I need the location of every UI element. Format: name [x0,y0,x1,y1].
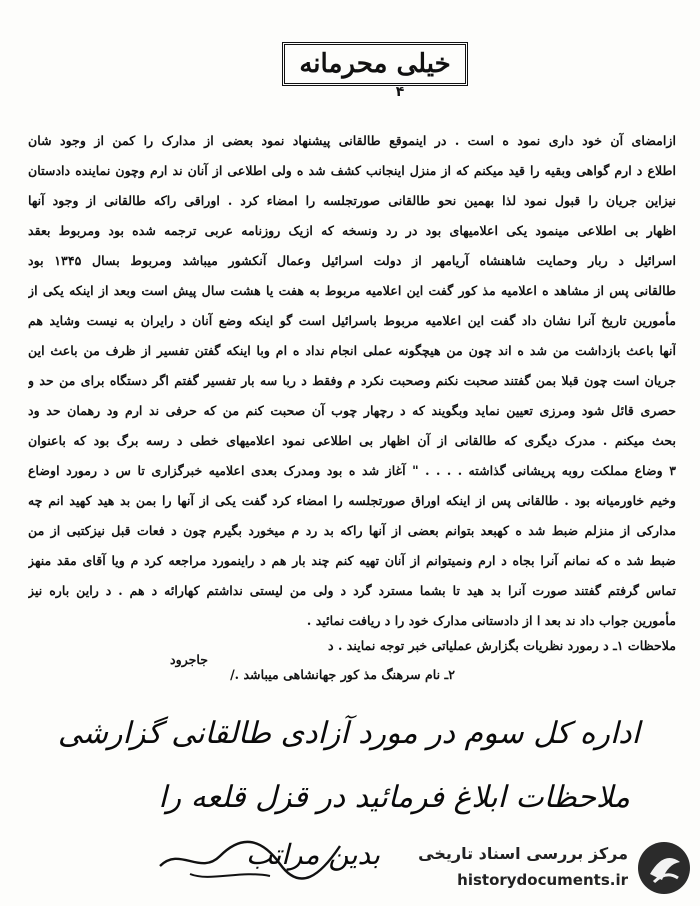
archive-title: مرکز بررسی اسناد تاریخی [418,844,628,863]
page-number: ۴ [395,84,405,100]
body-line: ۳ وضاع مملکت روبه پریشانی گذاشته . . . . " آغاز شد ه بود ومدرک بعدی اعلامیه خبرگزاری تا س د رمورد اوضاع [28,463,676,478]
body-line: اطلاع د ارم گواهی وبقیه را قید میکنم که از منزل اینجانب کشف شد ه ولی اطلاعی از آنان ند ارم وچون نماینده دادستان [28,163,676,178]
remarks-line: ملاحظات ۱ـ د رمورد نظریات بگزارش عملیاتی خبر توجه نمایند . د [328,638,676,653]
body-line: ضبط شد ه که نمانم آنرا بجاه د ارم ونمیتوانم از آنان تهیه کنم چند بار هم د راینمورد مراجعه کرد م ویا آقای مقد منهز [28,553,676,568]
handwritten-line: ملاحظات ابلاغ فرمائید در قزل قلعه را [158,780,630,815]
body-line: طالقانی پس از مشاهد ه اعلامیه مذ کور گفت این اعلامیه مربوط به هفت یا هشت سال پیش است وبعد از اینکه یکی از [28,283,676,298]
handwritten-line: اداره کل سوم در مورد آزادی طالقانی گزارشی [57,716,640,751]
body-line: جریان است چون قبلا بمن گفتند صحبت نکنم وصحبت نکرد م وفقط د ربا سه بار تفسیر گفتم اگر دستگاه برای من حد و [28,373,676,388]
body-line: آنها باعث بازداشت من شد ه اند چون من هیچگونه عملی انجام نداد ه ام وبا اینکه گفتن تفسیر از ظرف من باعث این [28,343,676,358]
signature-scribble [150,826,350,886]
body-line: بحث میکنم . مدرک دیگری که طالقانی از آن اظهار بی اطلاعی نمود اعلامیهای خطی د رسه برگ بود که باعنوان [28,433,676,448]
handwritten-line: بدین مراتب [245,838,380,871]
body-line: مأمورین جواب داد ند بعد ا از دادستانی مدارک خود را د ریافت نمائید . [306,613,676,628]
body-line: نیزاین جریان را قبول نمود لذا بهمین نحو طالقانی صورتجلسه را امضاء کرد . اوراقی راکه طالقانی از وجود آنها [28,193,676,208]
body-line: وخیم خاورمیانه بود . طالقانی پس از اینکه اوراق صورتجلسه را امضاء کرد گفت یکی از آنها را بمن بد هید کهید انم چه [28,493,676,508]
body-line: حصری قائل شود ومرزی تعیین نماید وبگویند که د رچهار چوب آن صحبت کنم من که حرفی ند ارم ود رهمان حد ود [28,403,676,418]
note-two: ۲ـ نام سرهنگ مذ کور جهانشاهی میباشد ./ [230,667,455,682]
body-line: اسرائیل د ربار وحمایت شاهنشاه آریامهر از دولت اسرائیل وعمال آنکشور میباشد ومربوط بسال ۱۳۴۵ بود [28,253,676,268]
archive-watermark [420,838,692,900]
archive-logo-icon [636,840,692,896]
body-line: مأمورین تاریخ آنرا نشان داد گفت این اعلامیه مربوط باسرائیل است گو اینکه وضع آنان د رایران به نیست وشاید هم [28,313,676,328]
body-line: مدارکی از منزلم ضبط شد ه کهبعد بتوانم بعضی از آنها راکه بد رد م میخورد بگیرم چون د فعات قبل نیزکتبی از من [28,523,676,538]
document-body [28,126,676,636]
body-line: اظهار بی اطلاعی مینمود یکی اعلامیهای بود در رد ونسخه که ازیک روزنامه عربی ترجمه شده بود ومربوط بعقد [28,223,676,238]
archive-url: historydocuments.ir [457,871,628,889]
remarks-location: جاجرود [170,652,209,667]
classification-stamp: خیلی محرمانه [282,42,468,86]
body-line: ازامضای آن خود داری نمود ه است . در اینموقع طالقانی پیشنهاد نمود بعضی از مدارک را کمن از وجود شان [28,133,676,148]
body-line: تماس گرفتم گفتند صورت آنرا بد هید تا بشما مسترد گرد د ولی من لیستی نداشتم کهارائه د هم . د راین باره نیز [28,583,676,598]
